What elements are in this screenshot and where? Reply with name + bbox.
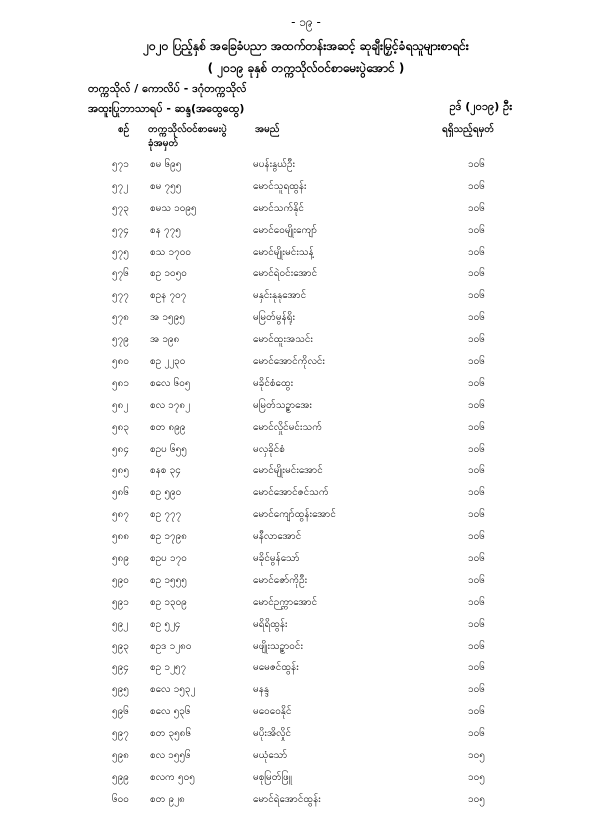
column-header-roll-number-line2: ခုံအမှတ် [148, 138, 179, 149]
student-name: မောင်သက်နိုင် [253, 202, 304, 214]
student-name: မောင်ရဲအောင်ထွန်း [253, 793, 321, 805]
row-number: ၅၇၈ [112, 312, 129, 324]
row-number: ၅၉၇ [112, 728, 129, 740]
score: ၁၀၆ [468, 443, 485, 455]
row-number: ၅၉၀ [112, 574, 129, 586]
score: ၁၀၆ [468, 465, 485, 477]
roll-number: စသ ၁၇၀၀ [150, 246, 191, 258]
document-subtitle: ( ၂၀၁၉ ခုနှစ် တက္ကသိုလ်ဝင်စာမေးပွဲအောင် ) [207, 61, 405, 75]
student-name: မမြတ်သဉ္စာအေး [253, 399, 312, 411]
roll-number: စနစ ၃၄ [150, 465, 181, 477]
table-row [0, 310, 612, 332]
table-row [0, 332, 612, 354]
roll-number: စမသ ၁၀၉၅ [150, 202, 197, 214]
table-row [0, 485, 612, 507]
student-name: မောင်ဇော်ကိုဦး [253, 574, 308, 586]
table-row [0, 529, 612, 551]
roll-number: စဥ ၁၂၅၇ [150, 662, 187, 674]
table-row [0, 726, 612, 748]
score: ၁၀၆ [468, 596, 485, 608]
row-number: ၅၈၄ [112, 443, 129, 455]
table-row [0, 463, 612, 485]
student-name: မောင်ဝေမျိုးကျော် [253, 224, 318, 236]
student-name: မမြတ်မွန်ရိုး [253, 312, 296, 324]
student-name: မနီလာအောင် [253, 531, 302, 543]
roll-number: စလ ၁၇၈၂ [150, 399, 191, 411]
row-number: ၅၈၉ [112, 553, 129, 565]
table-row [0, 682, 612, 704]
score: ၁၀၆ [468, 399, 485, 411]
row-number: ၅၇၇ [112, 290, 129, 302]
row-number: ၅၈၅ [112, 465, 129, 477]
university-line: တက္ကသိုလ် / ကောလိပ် - ဒဂုံတက္ကသိုလ် [88, 82, 247, 95]
score: ၁၀၆ [468, 334, 485, 346]
roll-number: စဥ ၅၂၄ [150, 618, 181, 630]
row-number: ၅၈၇ [112, 509, 129, 521]
table-row [0, 617, 612, 639]
student-name: မနန္ဒ [253, 684, 270, 696]
roll-number: စဥဒ ၁၂၈၀ [150, 640, 192, 652]
row-number: ၅၇၂ [112, 180, 129, 192]
score: ၁၀၆ [468, 290, 485, 302]
row-number: ၅၉၄ [112, 662, 129, 674]
table-row [0, 660, 612, 682]
student-name: မောင်သူရထွန်း [253, 180, 307, 192]
document-title: ၂၀၂၀ ပြည့်နှစ် အခြေခံပညာ အထက်တန်းအဆင့် ဆုချီးမြှင့်ခံရသူများစာရင်း [143, 39, 469, 53]
student-name: မောင်ထူးအသင်း [253, 334, 313, 346]
table-row [0, 398, 612, 420]
row-number: ၆၀၀ [112, 793, 129, 805]
student-name: မောင်အောင်ဇင်သက် [253, 487, 329, 499]
row-number: ၅၈၆ [112, 487, 129, 499]
row-number: ၅၉၁ [112, 596, 129, 608]
roll-number: စမ ၇၅၅ [150, 180, 182, 192]
student-name: မဖျိုးသဉ္စာဝင်း [253, 640, 304, 652]
roll-number: အ ၁၉၈ [150, 334, 180, 346]
score: ၁၀၆ [468, 202, 485, 214]
score: ၁၀၆ [468, 246, 485, 258]
table-row [0, 354, 612, 376]
column-header-score: ရရှိသည့်ရမှတ် [442, 124, 495, 135]
student-name: မောင်ကျော်ထွန်းအောင် [253, 509, 336, 521]
student-name: မောင်ဉက္ကာအောင် [253, 596, 318, 608]
table-row [0, 223, 612, 245]
roll-number: စလက ၅၀၅ [150, 771, 195, 783]
row-number: ၅၇၁ [112, 159, 129, 170]
row-number: ၅၈၀ [112, 356, 129, 368]
table-row [0, 704, 612, 726]
score: ၁၀၆ [468, 640, 485, 652]
row-number: ၅၉၃ [112, 640, 129, 652]
row-number: ၅၇၅ [112, 246, 129, 258]
student-name: မောင်မျိုးမင်းသန့် [253, 246, 314, 258]
column-header-roll-number: တက္ကသိုလ်ဝင်စာမေးပွဲ [148, 124, 227, 135]
student-name: မရိရိထွန်း [253, 618, 288, 630]
table-row [0, 507, 612, 529]
table-row [0, 157, 612, 179]
row-number: ၅၉၈ [112, 750, 129, 762]
row-number: ၅၇၆ [112, 268, 129, 280]
roll-number: အ ၁၅၉၅ [150, 312, 185, 324]
score: ၁၀၆ [468, 509, 485, 521]
table-row [0, 573, 612, 595]
score: ၁၀၅ [468, 771, 485, 783]
score: ၁၀၆ [468, 180, 485, 192]
student-name: မမေဇင်ထွန်း [253, 662, 299, 674]
row-number: ၅၈၁ [112, 377, 129, 389]
table-row [0, 595, 612, 617]
table-row [0, 770, 612, 792]
subject-line: အထူးပြုဘာသာရပ် - ဆန္ဒ(အထွေထွေ) [88, 102, 245, 115]
score: ၁၀၆ [468, 421, 485, 433]
row-number: ၅၈၂ [112, 399, 129, 411]
score: ၁၀၆ [468, 662, 485, 674]
roll-number: စဥ ၇၇၇ [150, 509, 182, 521]
row-number: ၅၉၉ [112, 771, 129, 783]
score: ၁၀၆ [468, 706, 485, 718]
roll-number: စဥ ၅၉၀ [150, 487, 182, 499]
score: ၁၀၆ [468, 553, 485, 565]
row-number: ၅၉၅ [112, 684, 129, 696]
table-row [0, 551, 612, 573]
student-name: မလှခိုင်စံ [253, 443, 285, 455]
student-name: မခိုင်မွန်သော် [253, 553, 300, 565]
roll-number: စဥ ၁၅၅၅ [150, 574, 187, 586]
row-number: ၅၇၉ [112, 334, 129, 346]
roll-number: စတ ၉၂၈ [150, 793, 185, 805]
roll-number: စဥ ၁၀၅၀ [150, 268, 187, 280]
results-table [0, 157, 612, 814]
roll-number: စလ ၁၅၅၆ [150, 750, 191, 762]
column-header-number: စဉ် [118, 124, 130, 135]
roll-number: စဥပ ၁၇၀ [150, 553, 187, 565]
score: ၁၀၅ [468, 750, 485, 762]
column-header-name: အမည် [255, 124, 280, 135]
roll-number: စလေ ၅၃၆ [150, 706, 191, 718]
table-row [0, 639, 612, 661]
score: ၁၀၆ [468, 268, 485, 280]
row-number: ၅၈၈ [112, 531, 130, 543]
row-number: ၅၇၃ [112, 202, 129, 214]
row-number: ၅၇၄ [112, 224, 129, 236]
student-name: မဝေဝေနိုင် [253, 706, 292, 718]
student-name: မပန်းနွယ်ဦး [253, 159, 296, 170]
table-row [0, 376, 612, 398]
table-row [0, 748, 612, 770]
student-name: မစုမြတ်ဖြူ [253, 771, 292, 783]
row-number: ၅၉၂ [112, 618, 129, 630]
score: ၁၀၆ [468, 574, 485, 586]
student-name: မခိုင်စံထွေး [253, 377, 294, 389]
table-row [0, 179, 612, 201]
row-number: ၅၈၃ [112, 421, 129, 433]
table-row [0, 288, 612, 310]
roll-number: စတ ၈၉၉ [150, 421, 186, 433]
roll-number: စန ၇၇၅ [150, 224, 181, 236]
score: ၁၀၅ [468, 793, 485, 805]
roll-number: စလေ ၆၀၅ [150, 377, 191, 389]
roll-number: စဥ ၁၃၀၉ [150, 596, 187, 608]
student-name: မောင်အောင်ကိုလင်း [253, 356, 325, 368]
roll-number: စဥ ၁၇၉၈ [150, 531, 187, 543]
page-number: - ၁၉ - [291, 15, 321, 29]
student-name: မောင်မျိုးမင်းအောင် [253, 465, 323, 477]
table-row [0, 201, 612, 223]
student-name: မပိုးအိလှိုင် [253, 728, 292, 740]
student-name: မနှင်းနုနုအောင် [253, 290, 307, 302]
student-name: မောင်လှိုင်မင်းသက် [253, 421, 322, 433]
table-row [0, 420, 612, 442]
roll-number: စဥပ ၆၅၅ [150, 443, 187, 455]
score: ၁၀၆ [468, 159, 485, 170]
score: ၁၀၆ [468, 312, 485, 324]
table-row [0, 792, 612, 814]
score: ၁၀၆ [468, 618, 485, 630]
roll-number: စတ ၃၅၈၆ [150, 728, 192, 740]
score: ၁၀၆ [468, 531, 485, 543]
table-row [0, 442, 612, 464]
score: ၁၀၆ [468, 224, 485, 236]
student-name: မယုံသော် [253, 750, 288, 762]
score: ၁၀၆ [468, 728, 485, 740]
table-row [0, 266, 612, 288]
roll-number: စမ ၆၉၅ [150, 159, 182, 170]
roll-number: စလေ ၁၅၃၂ [150, 684, 196, 696]
date-label: ဥဒ် (၂၀၁၉) ဦး [449, 100, 512, 113]
roll-number: စဥန ၇၀၇ [150, 290, 187, 302]
score: ၁၀၆ [468, 356, 485, 368]
student-name: မောင်ရဲဝင်းအောင် [253, 268, 318, 280]
table-row [0, 245, 612, 267]
score: ၁၀၆ [468, 487, 485, 499]
score: ၁၀၆ [468, 377, 485, 389]
roll-number: စဥ ၂၂၃၀ [150, 356, 186, 368]
score: ၁၀၆ [468, 684, 485, 696]
row-number: ၅၉၆ [112, 706, 129, 718]
